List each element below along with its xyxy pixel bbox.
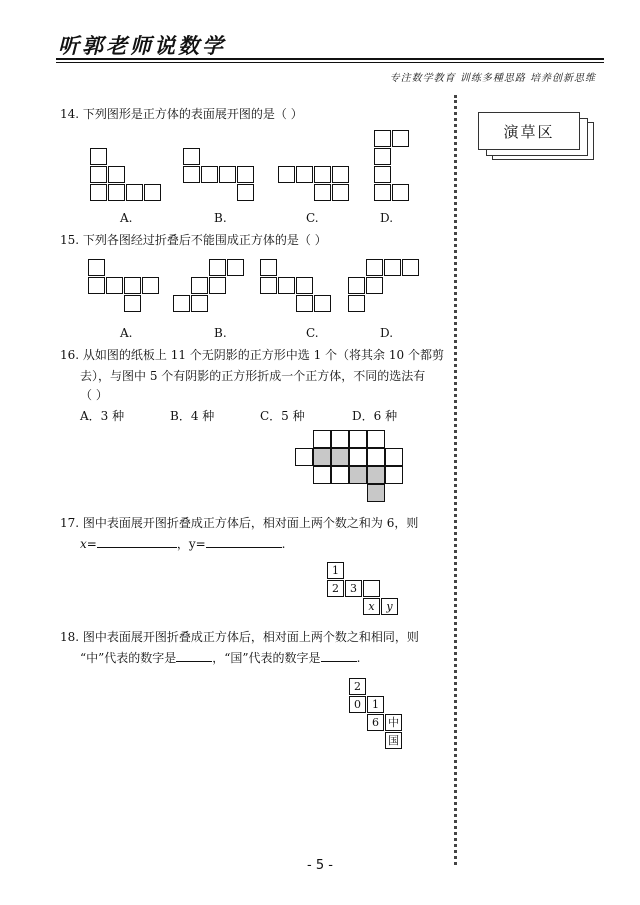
q17-line2: x= ，y= . bbox=[80, 537, 286, 551]
q14-label-c: C. bbox=[306, 211, 319, 225]
q17-y-blank[interactable] bbox=[206, 547, 282, 548]
q17-cell-y: y bbox=[381, 598, 398, 615]
q18-cell-2: 2 bbox=[349, 678, 366, 695]
column-divider bbox=[454, 95, 457, 865]
q17-line1: 17. 图中表面展开图折叠成正方体后，相对面上两个数之和为 6，则 bbox=[60, 516, 419, 530]
header-rule-thin bbox=[56, 62, 604, 63]
q18-cell-6: 6 bbox=[367, 714, 384, 731]
q18-guo-blank[interactable] bbox=[321, 661, 357, 662]
q18-cell-guo: 国 bbox=[385, 732, 402, 749]
q18-line1: 18. 图中表面展开图折叠成正方体后，相对面上两个数之和相同，则 bbox=[60, 630, 419, 644]
page-number: - 5 - bbox=[307, 858, 333, 873]
q17-cell-2: 2 bbox=[327, 580, 344, 597]
q15-label-b: B. bbox=[214, 326, 227, 340]
q16-choice-a: A．3 种 bbox=[80, 409, 125, 423]
q18-cell-0: 0 bbox=[349, 696, 366, 713]
q15-label-d: D. bbox=[380, 326, 394, 340]
q15-text: 15. 下列各图经过折叠后不能围成正方体的是（ ） bbox=[60, 233, 327, 247]
q14-label-d: D. bbox=[380, 211, 394, 225]
q14-label-b: B. bbox=[214, 211, 227, 225]
q14-label-a: A. bbox=[120, 211, 133, 225]
q16-choice-b: B．4 种 bbox=[170, 409, 215, 423]
q16-choice-c: C．5 种 bbox=[260, 409, 305, 423]
q18-cell-zhong: 中 bbox=[385, 714, 402, 731]
header-slogan: 专注数学教育 训练多種思路 培养创新思维 bbox=[389, 73, 596, 84]
q18-cell-1: 1 bbox=[367, 696, 384, 713]
q17-cell-3: 3 bbox=[345, 580, 362, 597]
q15-label-c: C. bbox=[306, 326, 319, 340]
q17-cell-x: x bbox=[363, 598, 380, 615]
q14-text: 14. 下列图形是正方体的表面展开图的是（ ） bbox=[60, 107, 303, 121]
q18-line2: “中”代表的数字是 ，“国”代表的数字是 . bbox=[80, 651, 361, 665]
header-rule bbox=[56, 58, 604, 60]
q16-line1: 16. 从如图的纸板上 11 个无阴影的正方形中选 1 个（将其余 10 个都剪 bbox=[60, 348, 444, 362]
brand-title: 听郭老师说数学 bbox=[58, 34, 226, 58]
scratch-area-label bbox=[478, 112, 596, 160]
q16-line2: 去），与图中 5 个有阴影的正方形折成一个正方体，不同的选法有 bbox=[80, 369, 426, 383]
q17-y-label: ，y= bbox=[176, 537, 206, 551]
q16-choice-d: D．6 种 bbox=[352, 409, 398, 423]
q17-cell-1: 1 bbox=[327, 562, 344, 579]
q18-zhong-blank[interactable] bbox=[176, 661, 212, 662]
q17-x-label: x= bbox=[80, 537, 97, 551]
q17-x-blank[interactable] bbox=[97, 547, 177, 548]
q15-label-a: A. bbox=[120, 326, 133, 340]
scratch-card-front: 演草区 bbox=[478, 112, 580, 150]
q16-line3: （ ） bbox=[80, 388, 108, 402]
